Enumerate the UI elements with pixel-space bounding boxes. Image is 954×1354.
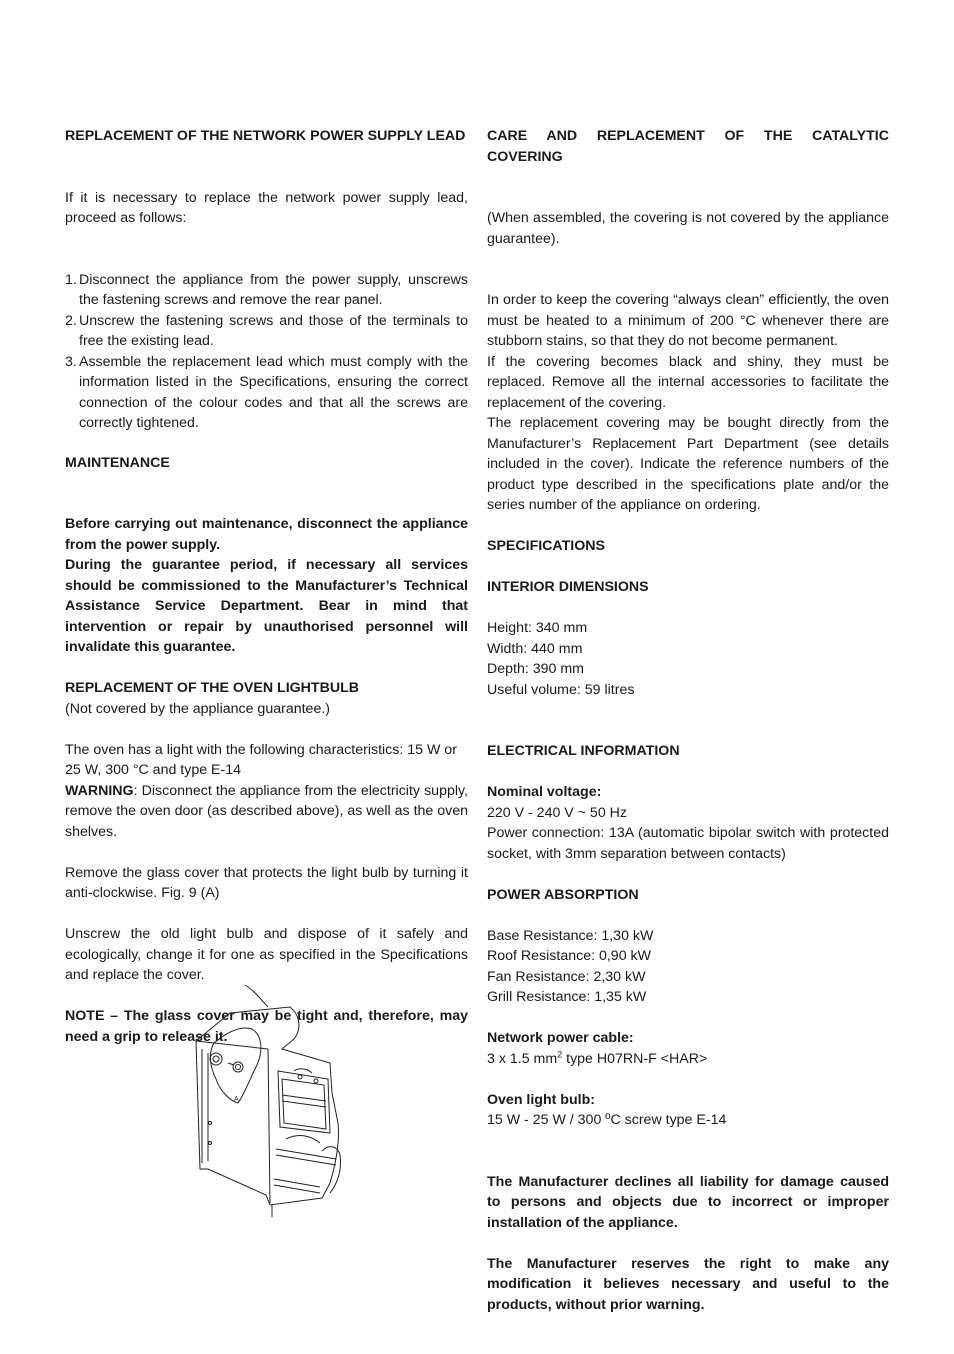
absorption-grill: Grill Resistance: 1,35 kW [487, 989, 647, 1005]
absorption-title: POWER ABSORPTION [487, 886, 639, 903]
catalytic-p1: (When assembled, the covering is not covered by the appliance guarantee). [487, 210, 889, 247]
list-item: 2. Unscrew the fastening screws and those of the terminals to free the existing lead. [65, 312, 468, 349]
catalytic-title: CARE AND REPLACEMENT OF THE CATALYTIC COVERING [487, 128, 889, 165]
lightbulb-p2: Remove the glass cover that protects the light bulb by turning it anti-clockwise. Fig. 9 (A) [65, 864, 468, 901]
catalytic-p2: In order to keep the covering “always clean” efficiently, the oven must be heated to a minimum of 200 °C whenever there are stubborn stains, so that they do not become permanent. [487, 292, 889, 349]
dimension-volume: Useful volume: 59 litres [487, 681, 635, 698]
electrical-title: ELECTRICAL INFORMATION [487, 743, 680, 759]
maintenance-p2: During the guarantee period, if necessary all services should be commissioned to the Manufacturer’s Technical Assistance Service Department. Bear in mind that intervention or repair by unauthorised personnel will invalidate this guarantee. [65, 557, 468, 655]
absorption-fan: Fan Resistance: 2,30 kW [487, 968, 646, 985]
lightbulb-note: (Not covered by the appliance guarantee.) [65, 700, 330, 717]
absorption-roof: Roof Resistance: 0,90 kW [487, 948, 652, 964]
power-lead-title: REPLACEMENT OF THE NETWORK POWER SUPPLY LEAD [65, 128, 466, 144]
oven-lightbulb-figure [190, 983, 350, 1223]
dimension-height: Height: 340 mm [487, 620, 588, 636]
dimension-width: Width: 440 mm [487, 640, 583, 657]
figure-label-a: A [234, 1096, 239, 1103]
list-item: 1. Disconnect the appliance from the power supply, unscrews the fastening screws and remove the rear panel. [65, 271, 468, 308]
list-item: 3. Assemble the replacement lead which must comply with the information listed in the Specifications, ensuring the correct connection of the colour codes and that all the screws are correctly tightened. [65, 353, 468, 431]
warning-label: WARNING [65, 782, 134, 799]
maintenance-title: MAINTENANCE [65, 454, 170, 471]
cable-label: Network power cable: [487, 1030, 634, 1046]
steps-list [65, 270, 468, 434]
voltage-label: Nominal voltage: [487, 784, 602, 800]
interior-title: INTERIOR DIMENSIONS [487, 579, 649, 595]
power-connection: Power connection: 13A (automatic bipolar switch with protected socket, with 3mm separation between contacts) [487, 825, 889, 862]
warning-paragraph: WARNING: Disconnect the appliance from the electricity supply, remove the oven door (as described above), as well as the oven shelves. [65, 782, 468, 840]
absorption-base: Base Resistance: 1,30 kW [487, 927, 654, 944]
left-column [65, 126, 468, 1047]
modification-notice: The Manufacturer reserves the right to make any modification it believes necessary and useful to the products, without prior warning. [487, 1255, 889, 1313]
catalytic-p4: The replacement covering may be bought directly from the Manufacturer’s Replacement Part Department (see details included in the cover). Indicate the reference numbers of the product type described in the specifications plate and/or the series number of the appliance on ordering. [487, 415, 889, 513]
power-lead-intro: If it is necessary to replace the network power supply lead, proceed as follows: [65, 189, 468, 226]
dimension-depth: Depth: 390 mm [487, 661, 584, 677]
specs-title: SPECIFICATIONS [487, 538, 605, 554]
cable-value: 3 x 1.5 $mm^2$ type H07RN-F <HAR> [487, 1048, 708, 1067]
voltage-value: 220 V - 240 V ~ 50 Hz [487, 804, 627, 821]
lightbulb-title: REPLACEMENT OF THE OVEN LIGHTBULB [65, 680, 359, 696]
lightbulb-p3: Unscrew the old light bulb and dispose of it safely and ecologically, change it for one as specified in the Specifications and replace the cover. [65, 926, 468, 983]
liability-notice: The Manufacturer declines all liability for damage caused to persons and objects due to incorrect or improper installation of the appliance. [487, 1173, 889, 1231]
catalytic-p3: If the covering becomes black and shiny, they must be replaced. Remove all the internal accessories to facilitate the replacement of the covering. [487, 353, 889, 411]
bulb-label: Oven light bulb: [487, 1091, 595, 1108]
lightbulb-p1: The oven has a light with the following characteristics: 15 W or 25 W, 300 °C and type E-14 [65, 741, 457, 778]
maintenance-p1: Before carrying out maintenance, disconnect the appliance from the power supply. [65, 516, 468, 553]
bulb-value: 15 W - 25 W / 300 ºC screw type E-14 [487, 1112, 727, 1128]
note: NOTE – The glass cover may be tight and, therefore, may need a grip to release it. [65, 1008, 468, 1045]
right-column [487, 126, 889, 1315]
